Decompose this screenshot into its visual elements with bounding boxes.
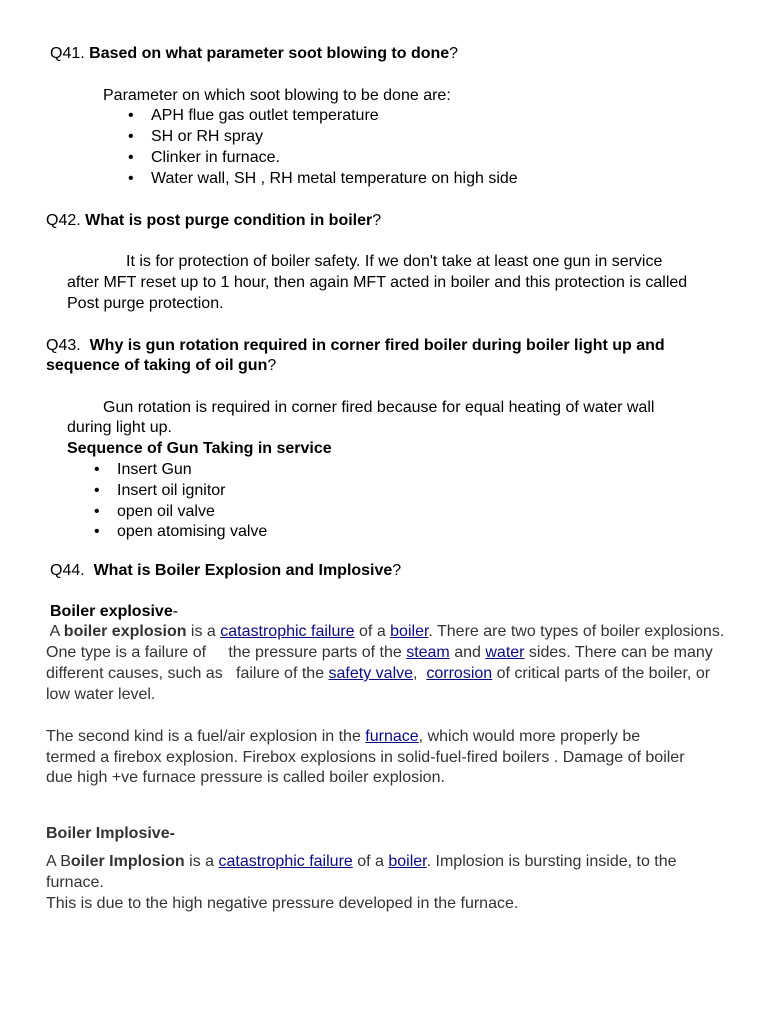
link-water[interactable]: water <box>485 644 525 661</box>
implosive-para-line: furnace. <box>46 874 104 891</box>
text-run: of a <box>354 623 391 640</box>
link-catastrophic-failure[interactable]: catastrophic failure <box>218 853 353 870</box>
text-run: A <box>46 623 64 640</box>
list-item: Insert oil ignitor <box>117 482 226 499</box>
link-furnace[interactable]: furnace <box>365 728 419 745</box>
q43-answer-line: during light up. <box>67 419 172 436</box>
q44-question <box>50 561 401 581</box>
implosive-para-line: This is due to the high negative pressure developed in the furnace. <box>46 895 519 912</box>
q41-question <box>50 44 458 64</box>
q44-question-mark: ? <box>392 562 402 579</box>
list-item: open oil valve <box>117 503 215 520</box>
q41-question-text: Based on what parameter soot blowing to done <box>89 45 450 62</box>
bullet-icon: • <box>128 149 134 166</box>
explosive-para-line <box>46 643 713 663</box>
text-run: is a <box>184 853 219 870</box>
link-steam[interactable]: steam <box>406 644 450 661</box>
text-run: and <box>449 644 486 661</box>
bullet-icon: • <box>94 503 100 520</box>
explosive-para-line: low water level. <box>46 686 156 703</box>
q42-question-mark: ? <box>372 212 382 229</box>
q42-question-text: What is post purge condition in boiler <box>85 212 373 229</box>
link-boiler[interactable]: boiler <box>388 853 427 870</box>
explosive-heading-text: Boiler explosive <box>50 603 173 620</box>
explosive-para-line: termed a firebox explosion. Firebox explosions in solid-fuel-fired boilers . Damage of boiler <box>46 749 685 766</box>
text-run: is a <box>186 623 221 640</box>
list-item: Water wall, SH , RH metal temperature on high side <box>151 170 518 187</box>
q43-number: Q43. <box>46 337 90 354</box>
explosive-heading-dash: - <box>172 603 179 620</box>
q43-answer-line: Gun rotation is required in corner fired because for equal heating of water wall <box>103 399 655 416</box>
q41-number: Q41. <box>50 45 90 62</box>
q43-question-text: Why is gun rotation required in corner fired boiler during boiler light up and <box>89 337 665 354</box>
q42-answer-line: Post purge protection. <box>67 295 224 312</box>
text-run: The second kind is a fuel/air explosion in the <box>46 728 366 745</box>
explosive-para-line: due high +ve furnace pressure is called boiler explosion. <box>46 769 445 786</box>
bullet-icon: • <box>128 170 134 187</box>
list-item: open atomising valve <box>117 523 268 540</box>
text-run: sides. There can be many <box>524 644 713 661</box>
q41-intro: Parameter on which soot blowing to be done are: <box>103 87 451 104</box>
bullet-icon: • <box>128 128 134 145</box>
explosive-para-line <box>46 622 724 642</box>
link-safety-valve[interactable]: safety valve <box>328 665 414 682</box>
text-run: One type is a failure of the pressure parts of the <box>46 644 407 661</box>
q42-answer-line: It is for protection of boiler safety. If we don't take at least one gun in service <box>126 253 663 270</box>
text-run: of critical parts of the boiler, or <box>492 665 711 682</box>
q43-question-mark: ? <box>267 357 277 374</box>
text-run-bold: boiler explosion <box>63 623 187 640</box>
q43-question-cont <box>46 356 276 376</box>
bullet-icon: • <box>94 461 100 478</box>
list-item: APH flue gas outlet temperature <box>151 107 379 124</box>
explosive-heading <box>50 602 178 622</box>
q43-question <box>46 336 665 356</box>
implosive-heading: Boiler Implosive- <box>46 825 175 842</box>
q44-number: Q44. <box>50 562 94 579</box>
q41-question-mark: ? <box>449 45 459 62</box>
link-corrosion[interactable]: corrosion <box>426 665 493 682</box>
bullet-icon: • <box>94 523 100 540</box>
explosive-para-line <box>46 727 640 747</box>
bullet-icon: • <box>94 482 100 499</box>
text-run: . Implosion is bursting inside, to the <box>426 853 677 870</box>
q42-question <box>46 211 381 231</box>
link-catastrophic-failure[interactable]: catastrophic failure <box>220 623 355 640</box>
text-run: of a <box>352 853 389 870</box>
bullet-icon: • <box>128 107 134 124</box>
text-run: . There are two types of boiler explosions. <box>428 623 725 640</box>
q44-question-text: What is Boiler Explosion and Implosive <box>93 562 393 579</box>
q43-question-text-2: sequence of taking of oil gun <box>46 357 268 374</box>
q43-sequence-heading: Sequence of Gun Taking in service <box>67 440 332 457</box>
q42-answer-line: after MFT reset up to 1 hour, then again MFT acted in boiler and this protection is called <box>67 274 688 291</box>
explosive-para-line <box>46 664 710 684</box>
text-run-bold: oiler Implosion <box>70 853 185 870</box>
text-run: A B <box>46 853 71 870</box>
link-boiler[interactable]: boiler <box>390 623 429 640</box>
list-item: SH or RH spray <box>151 128 264 145</box>
list-item: Clinker in furnace. <box>151 149 280 166</box>
text-run: different causes, such as failure of the <box>46 665 329 682</box>
implosive-para-line <box>46 852 677 872</box>
text-run: , <box>413 665 427 682</box>
list-item: Insert Gun <box>117 461 192 478</box>
q42-number: Q42. <box>46 212 86 229</box>
text-run: , which would more properly be <box>418 728 641 745</box>
